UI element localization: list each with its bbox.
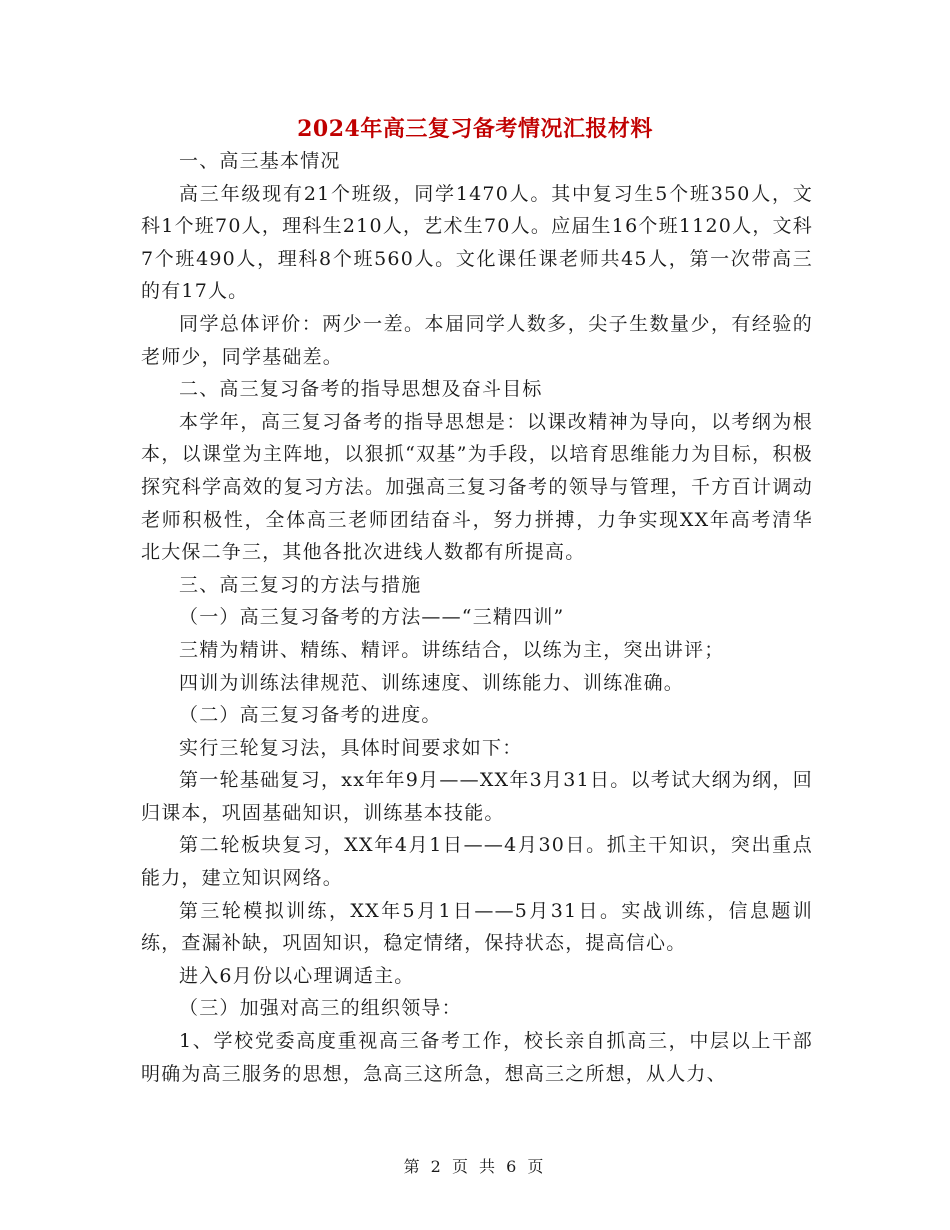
heading-methods-measures: 三、高三复习的方法与措施 [179,573,422,596]
paragraph-round-two: 第二轮板块复习，XX年4月1日——4月30日。抓主干知识，突出重点能力，建立知识网络。 [141,834,813,890]
document-body [141,145,813,1090]
paragraph-class-statistics: 高三年级现有21个班级，同学1470人。其中复习生5个班350人，文科1个班70人，理科生210人，艺术生70人。应届生16个班1120人，文科7个班490人，理科8个班560人。文化课任课老师共45人，第一次带高三的有17人。 [141,182,813,303]
paragraph-party-committee: 1、学校党委高度重视高三备考工作，校长亲自抓高三，中层以上干部明确为高三服务的思想，急高三这所急，想高三之所想，从人力、 [141,1030,813,1085]
paragraph-overall-evaluation: 同学总体评价：两少一差。本届同学人数多，尖子生数量少，有经验的老师少，同学基础差。 [141,312,813,368]
paragraph-four-trainings: 四训为训练法律规范、训练速度、训练能力、训练准确。 [179,671,685,694]
paragraph-three-rounds-intro: 实行三轮复习法，具体时间要求如下： [179,736,523,759]
document-title: 2024年高三复习备考情况汇报材料 [297,116,653,142]
paragraph-june-adjustment: 进入6月份以心理调适主。 [179,964,415,987]
subheading-review-method: （一）高三复习备考的方法——“三精四训” [179,606,565,629]
paragraph-three-refinements: 三精为精讲、精练、精评。讲练结合，以练为主，突出讲评； [179,638,725,661]
paragraph-guiding-ideology: 本学年，高三复习备考的指导思想是：以课改精神为导向，以考纲为根本，以课堂为主阵地，以狠抓“双基”为手段，以培育思维能力为目标，积极探究科学高效的复习方法。加强高三复习备考的领导与管理，千方百计调动老师积极性，全体高三老师团结奋斗，努力拼搏，力争实现XX年高考清华北大保二争三，其他各批次进线人数都有所提高。 [141,410,813,564]
paragraph-round-three: 第三轮模拟训练，XX年5月1日——5月31日。实战训练，信息题训练，查漏补缺，巩固知识，稳定情绪，保持状态，提高信心。 [141,899,813,955]
heading-basic-situation: 一、高三基本情况 [179,150,341,172]
page-number-footer: 第 2 页 共 6 页 [403,1157,547,1176]
paragraph-round-one: 第一轮基础复习，xx年年9月——XX年3月31日。以考试大纲为纲，回归课本，巩固基础知识，训练基本技能。 [141,769,813,824]
subheading-review-schedule: （二）高三复习备考的进度。 [179,704,442,727]
heading-guiding-ideology: 二、高三复习备考的指导思想及奋斗目标 [179,378,543,401]
subheading-organization-leadership: （三）加强对高三的组织领导： [179,997,462,1020]
